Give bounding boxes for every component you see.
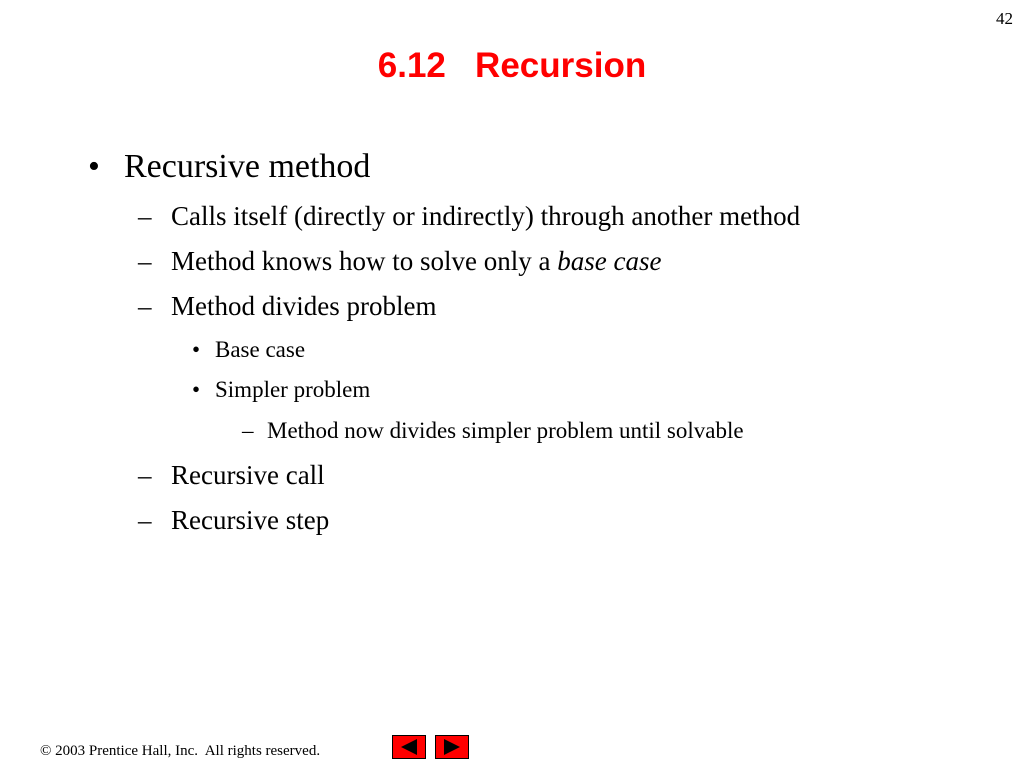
- previous-slide-button[interactable]: [392, 735, 426, 759]
- page-number: 42: [996, 9, 1013, 28]
- right-arrow-icon: [436, 736, 468, 758]
- sub-sub-bullet-text: Simpler problem: [215, 377, 371, 402]
- bullet-marker: •: [192, 377, 201, 402]
- sub-bullet-text: Method divides problem: [171, 291, 437, 321]
- bullet-text: Recursive method: [124, 148, 371, 185]
- sub-bullet-emphasis: base case: [557, 246, 662, 276]
- dash-marker: –: [138, 505, 152, 535]
- level4-bullet-text: Method now divides simpler problem until solvable: [267, 418, 744, 443]
- dash-marker: –: [242, 418, 254, 443]
- sub-bullet-text: Calls itself (directly or indirectly) through another method: [171, 201, 801, 231]
- sub-bullet-text: Recursive step: [171, 505, 330, 535]
- sub-sub-bullet-text: Base case: [215, 337, 306, 362]
- left-arrow-icon: [393, 736, 425, 758]
- dash-marker: –: [138, 201, 152, 231]
- next-slide-button[interactable]: [435, 735, 469, 759]
- dash-marker: –: [138, 246, 152, 276]
- dash-marker: –: [138, 460, 152, 490]
- sub-bullet-plain-text: Method knows how to solve only a: [171, 246, 558, 276]
- sub-bullet-text: Recursive call: [171, 460, 325, 490]
- bullet-marker: •: [88, 148, 100, 185]
- sub-bullet-text: [171, 246, 661, 277]
- dash-marker: –: [138, 291, 152, 321]
- slide-title: 6.12 Recursion: [377, 46, 647, 85]
- copyright-footer: © 2003 Prentice Hall, Inc. All rights reserved.: [40, 743, 321, 759]
- bullet-marker: •: [192, 337, 201, 362]
